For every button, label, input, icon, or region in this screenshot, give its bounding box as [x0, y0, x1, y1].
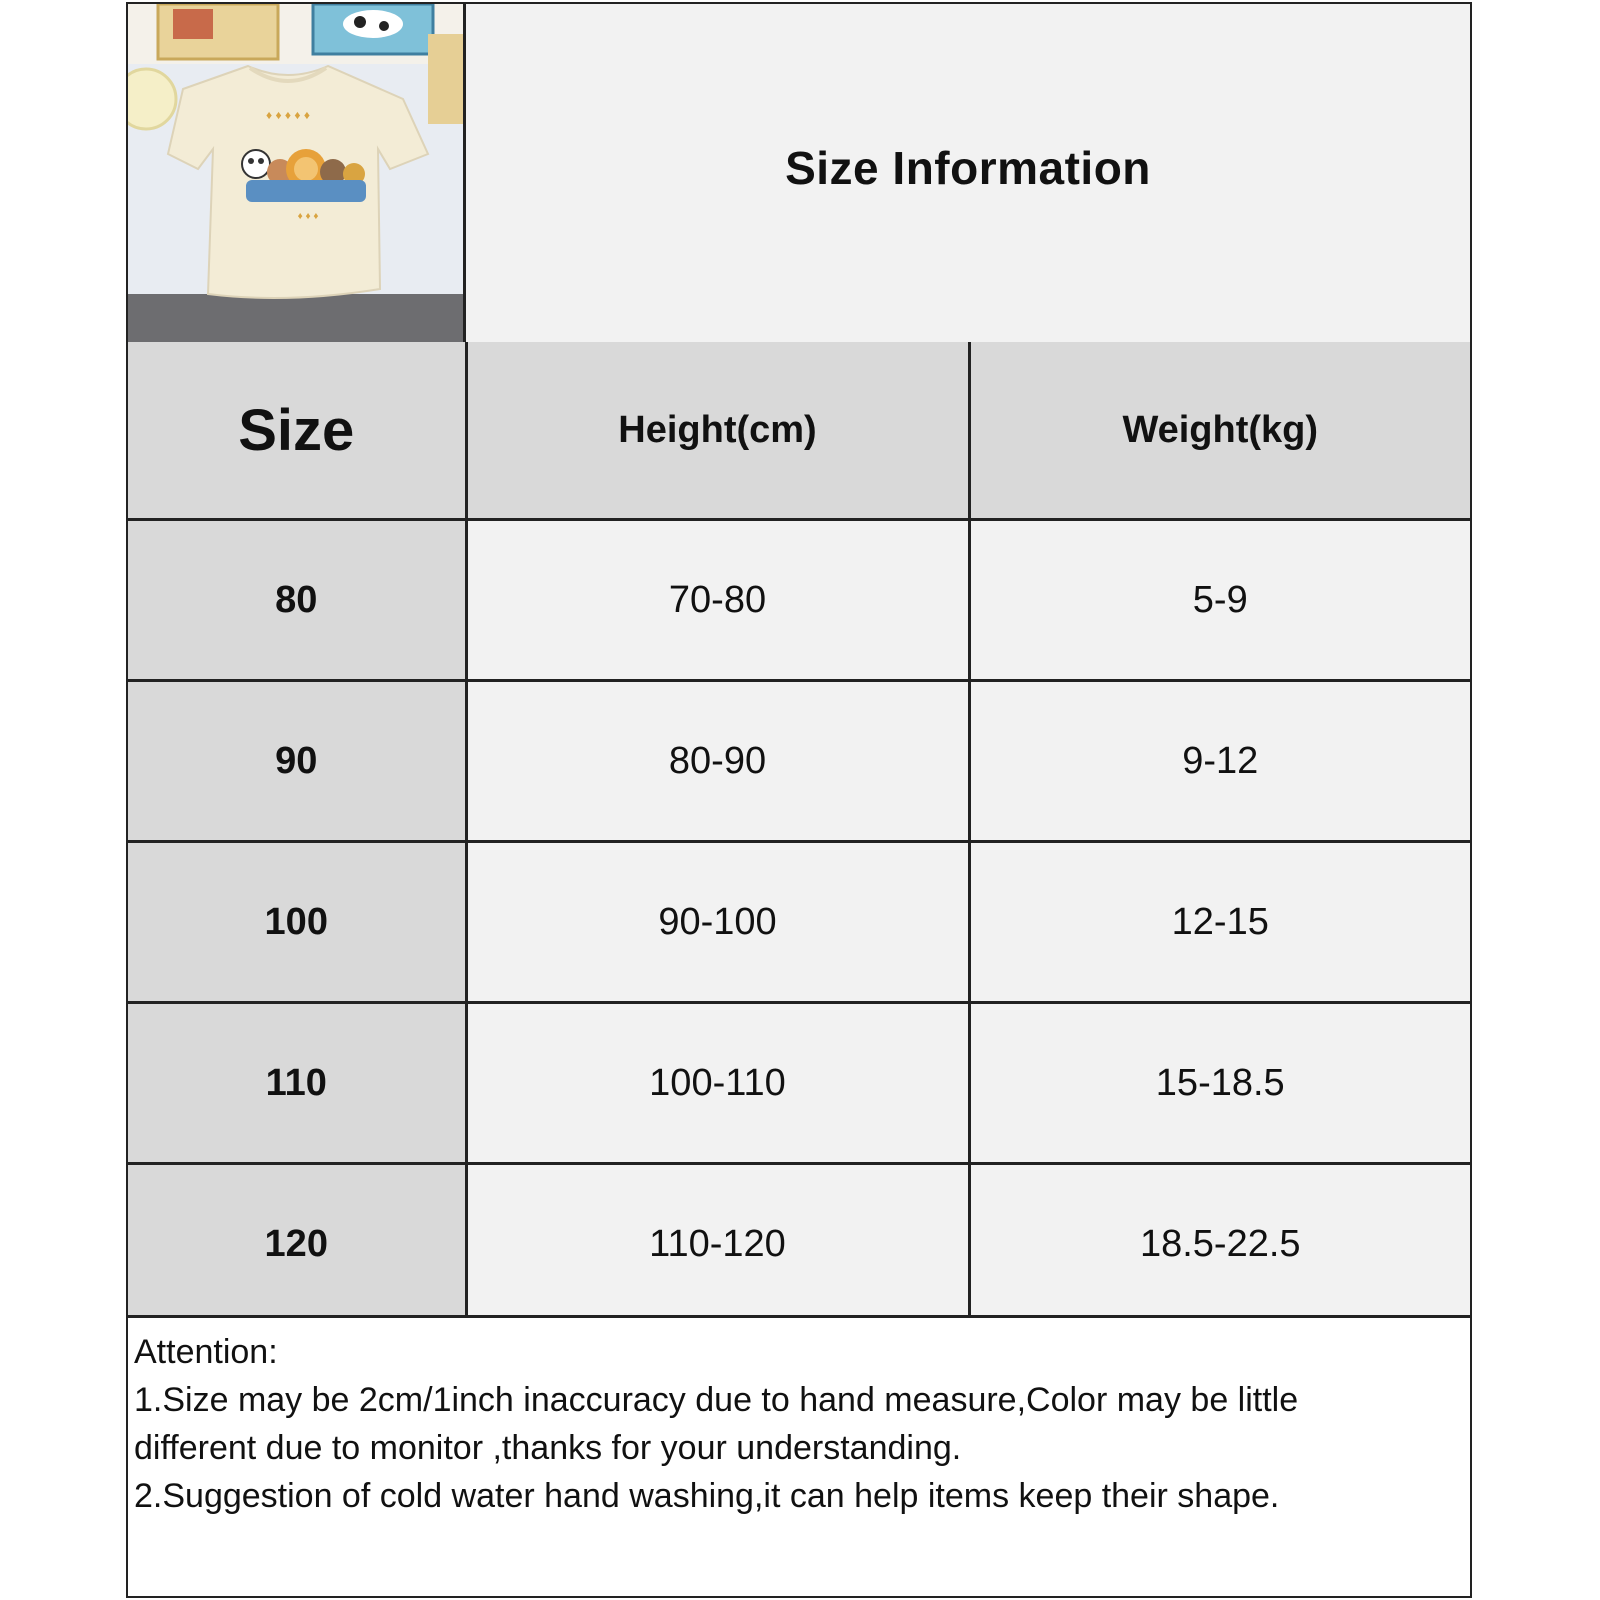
svg-text:♦ ♦ ♦: ♦ ♦ ♦ — [297, 211, 319, 222]
table-row — [128, 1003, 1470, 1164]
attention-notes — [128, 1315, 1470, 1596]
height-cell: 70-80 — [466, 520, 969, 681]
height-cell: 110-120 — [466, 1164, 969, 1325]
weight-cell: 15-18.5 — [969, 1003, 1470, 1164]
svg-text:♦ ♦ ♦ ♦ ♦: ♦ ♦ ♦ ♦ ♦ — [266, 108, 310, 122]
header-row — [128, 4, 1470, 345]
size-cell: 110 — [128, 1003, 466, 1164]
notes-line: 2.Suggestion of cold water hand washing,it can help items keep their shape. — [134, 1477, 1280, 1515]
notes-heading: Attention: — [134, 1333, 278, 1371]
table-header-row — [128, 342, 1470, 520]
size-cell: 120 — [128, 1164, 466, 1325]
header-weight: Weight(kg) — [969, 342, 1470, 520]
height-cell: 80-90 — [466, 681, 969, 842]
table-row — [128, 842, 1470, 1003]
table-row — [128, 520, 1470, 681]
notes-line: different due to monitor ,thanks for your understanding. — [134, 1429, 962, 1467]
table-row — [128, 1164, 1470, 1325]
table-row — [128, 681, 1470, 842]
height-cell: 90-100 — [466, 842, 969, 1003]
size-cell: 80 — [128, 520, 466, 681]
title-cell — [466, 4, 1470, 342]
weight-cell: 12-15 — [969, 842, 1470, 1003]
header-height: Height(cm) — [466, 342, 969, 520]
tshirt-illustration — [128, 4, 466, 342]
weight-cell: 9-12 — [969, 681, 1470, 842]
header-size: Size — [128, 342, 466, 520]
size-chart — [126, 2, 1472, 1598]
weight-cell: 5-9 — [969, 520, 1470, 681]
size-cell: 90 — [128, 681, 466, 842]
height-cell: 100-110 — [466, 1003, 969, 1164]
product-photo — [128, 4, 466, 342]
size-cell: 100 — [128, 842, 466, 1003]
weight-cell: 18.5-22.5 — [969, 1164, 1470, 1325]
notes-line: 1.Size may be 2cm/1inch inaccuracy due to hand measure,Color may be little — [134, 1381, 1299, 1419]
page-title: Size Information — [785, 142, 1151, 194]
size-table — [128, 342, 1470, 1326]
